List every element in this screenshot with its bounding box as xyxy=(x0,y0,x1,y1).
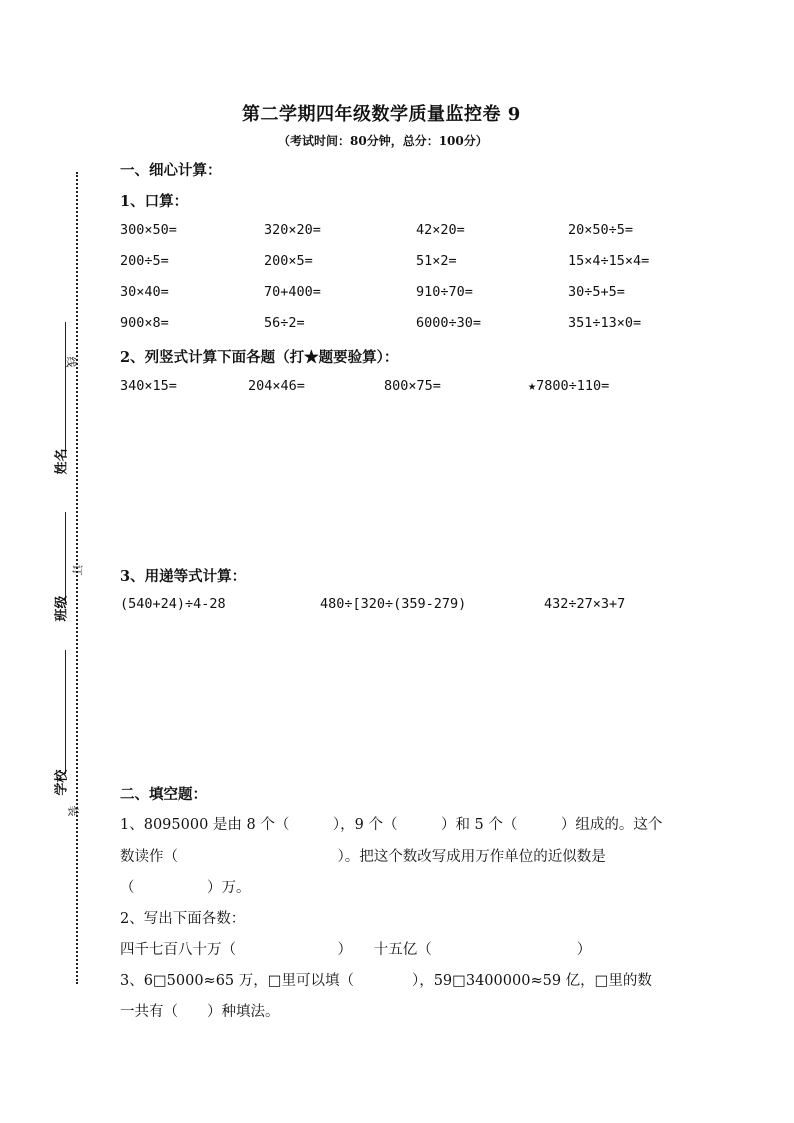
fill-line: 1、8095000 是由 8 个（ ），9 个（ ）和 5 个（ ）组成的。这个 xyxy=(120,817,663,833)
school-underline xyxy=(65,650,67,774)
binding-line-mark: 线 xyxy=(64,356,78,368)
binding-ding-mark: 订 xyxy=(70,564,84,576)
oral-item: 70+400= xyxy=(264,284,321,300)
fill-line: 2、写出下面各数： xyxy=(120,911,246,927)
oral-item: 200÷5= xyxy=(120,253,169,269)
oral-item: 200×5= xyxy=(264,253,313,269)
fill-line: 数读作（ ）。把这个数改写成用万作单位的近似数是 xyxy=(120,849,606,865)
fill-line: 3、6□5000≈65 万，□里可以填（ ），59□3400000≈59 亿，□里的数 xyxy=(120,973,652,989)
page-title: 第二学期四年级数学质量监控卷 9 xyxy=(242,104,521,125)
school-label: 学校 xyxy=(54,769,70,796)
binding-dotted-line xyxy=(76,172,78,984)
oral-item: 15×4÷15×4= xyxy=(568,253,650,269)
vertical-calc-item: 800×75= xyxy=(384,378,441,394)
section2-title: 二、填空题： xyxy=(120,786,207,803)
oral-item: 51×2= xyxy=(416,253,457,269)
vertical-calc-item: ★7800÷110= xyxy=(528,378,610,394)
class-underline xyxy=(65,512,67,604)
oral-item: 30×40= xyxy=(120,284,169,300)
oral-item: 351÷13×0= xyxy=(568,315,642,331)
q2-title: 2、列竖式计算下面各题（打★题要验算）： xyxy=(120,349,399,366)
name-underline xyxy=(65,322,67,454)
oral-item: 30÷5+5= xyxy=(568,284,625,300)
oral-item: 320×20= xyxy=(264,222,321,238)
q1-title: 1、口算： xyxy=(120,193,189,210)
oral-item: 42×20= xyxy=(416,222,465,238)
page-subtitle: （考试时间：80分钟，总分：100分） xyxy=(278,134,488,148)
stepwise-calc-item: (540+24)÷4-28 xyxy=(120,596,226,612)
fill-line: （ ）万。 xyxy=(120,880,251,896)
binding-zhuang-mark: 装 xyxy=(66,805,80,817)
fill-line: 一共有（ ）种填法。 xyxy=(120,1004,280,1020)
oral-item: 910÷70= xyxy=(416,284,473,300)
class-label: 班级 xyxy=(54,595,70,622)
vertical-calc-item: 340×15= xyxy=(120,378,177,394)
stepwise-calc-item: 480÷[320÷(359-279) xyxy=(320,596,467,612)
fill-line: 四千七百八十万（ ） 十五亿（ ） xyxy=(120,942,592,958)
q3-title: 3、用递等式计算： xyxy=(120,568,247,585)
section1-title: 一、细心计算： xyxy=(120,162,222,179)
oral-item: 6000÷30= xyxy=(416,315,482,331)
name-label: 姓名 xyxy=(54,448,70,475)
oral-item: 300×50= xyxy=(120,222,177,238)
vertical-calc-item: 204×46= xyxy=(248,378,305,394)
oral-item: 20×50÷5= xyxy=(568,222,634,238)
stepwise-calc-item: 432÷27×3+7 xyxy=(544,596,626,612)
oral-item: 900×8= xyxy=(120,315,169,331)
oral-item: 56÷2= xyxy=(264,315,305,331)
